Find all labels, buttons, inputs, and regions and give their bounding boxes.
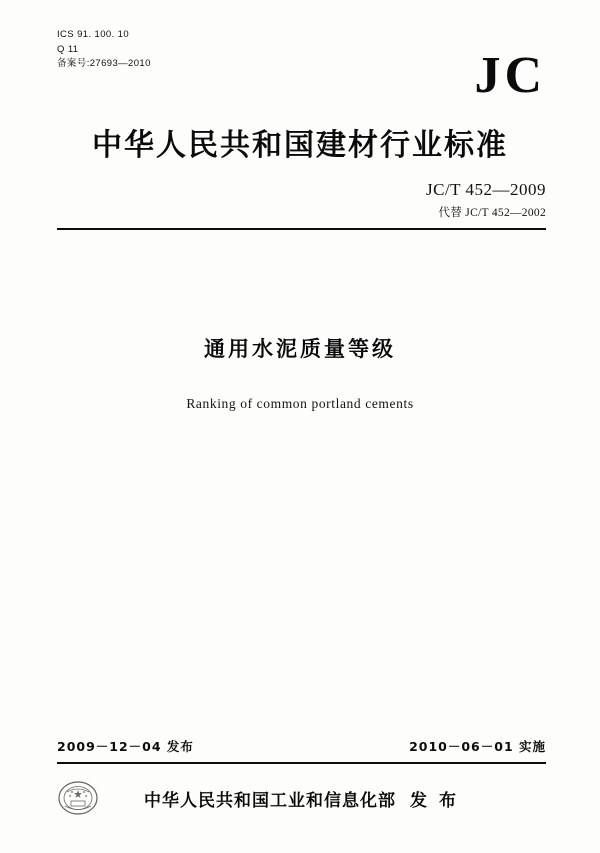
- publisher-name: 中华人民共和国工业和信息化部: [144, 790, 397, 811]
- ics-code-block: [57, 28, 151, 72]
- header-divider: [57, 228, 546, 230]
- classification-code-line: Q 11: [57, 43, 79, 55]
- record-number-line: 备案号:27693—2010: [57, 58, 151, 69]
- ics-code-line: ICS 91. 100. 10: [57, 29, 130, 40]
- jc-logo: JC: [474, 47, 546, 104]
- footer-divider: [57, 762, 546, 764]
- issue-date: 2009－12－04 发布: [57, 739, 194, 754]
- national-standard-title: 中华人民共和国建材行业标准: [92, 128, 508, 163]
- publisher-verb: 发 布: [410, 790, 459, 811]
- effective-date: 2010－06－01 实施: [409, 739, 546, 754]
- dates-row: [57, 737, 546, 755]
- standard-number: JC/T 452—2009: [425, 180, 546, 199]
- document-title-english: Ranking of common portland cements: [186, 396, 414, 411]
- document-title-chinese: 通用水泥质量等级: [204, 337, 396, 361]
- publisher-row: [57, 778, 546, 818]
- standard-replaces: 代替 JC/T 452—2002: [438, 207, 546, 219]
- standard-number-block: [426, 180, 546, 220]
- national-emblem-icon: [57, 780, 99, 816]
